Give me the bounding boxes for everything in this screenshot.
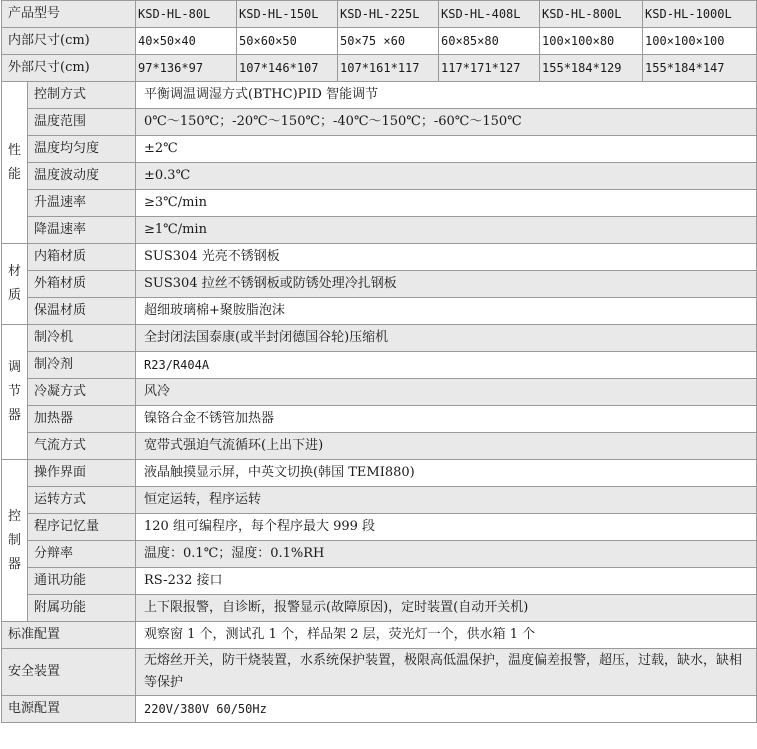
power-row (2, 696, 757, 723)
inner-size-value: 50×75 ×60 (338, 28, 439, 55)
model-header-label: 产品型号 (2, 1, 136, 28)
inner-size-value: 60×85×80 (439, 28, 540, 55)
group-label-material: 材质 (2, 244, 28, 325)
spec-label: 温度均匀度 (28, 136, 136, 163)
spec-row (2, 568, 757, 595)
inner-size-value: 100×100×80 (540, 28, 643, 55)
spec-label: 气流方式 (28, 433, 136, 460)
spec-label: 内箱材质 (28, 244, 136, 271)
inner-size-value: 100×100×100 (643, 28, 757, 55)
spec-label: 程序记忆量 (28, 514, 136, 541)
spec-value: ±2℃ (136, 136, 757, 163)
model-name: KSD-HL-225L (338, 1, 439, 28)
spec-table (1, 0, 757, 723)
outer-size-value: 107*146*107 (237, 55, 338, 82)
spec-row (2, 298, 757, 325)
inner-size-value: 50×60×50 (237, 28, 338, 55)
spec-label: 温度范围 (28, 109, 136, 136)
model-name: KSD-HL-150L (237, 1, 338, 28)
group-label-performance: 性能 (2, 82, 28, 244)
spec-value: 120 组可编程序，每个程序最大 999 段 (136, 514, 757, 541)
spec-value: SUS304 拉丝不锈钢板或防锈处理冷扎钢板 (136, 271, 757, 298)
spec-value: 镍铬合金不锈管加热器 (136, 406, 757, 433)
spec-value: 超细玻璃棉+聚胺脂泡沫 (136, 298, 757, 325)
model-name: KSD-HL-800L (540, 1, 643, 28)
standard-config-value: 观察窗 1 个，测试孔 1 个，样品架 2 层，荧光灯一个，供水箱 1 个 (136, 622, 757, 649)
spec-label: 制冷剂 (28, 352, 136, 379)
spec-row (2, 460, 757, 487)
outer-size-value: 117*171*127 (439, 55, 540, 82)
spec-row (2, 136, 757, 163)
spec-value: 液晶触摸显示屏，中英文切换(韩国 TEMI880) (136, 460, 757, 487)
spec-row (2, 433, 757, 460)
spec-value: 温度：0.1℃；湿度：0.1%RH (136, 541, 757, 568)
spec-label: 操作界面 (28, 460, 136, 487)
spec-value: ≥1℃/min (136, 217, 757, 244)
spec-label: 保温材质 (28, 298, 136, 325)
spec-label: 运转方式 (28, 487, 136, 514)
outer-size-label: 外部尺寸(cm) (2, 55, 136, 82)
inner-size-value: 40×50×40 (136, 28, 237, 55)
spec-label: 制冷机 (28, 325, 136, 352)
spec-label: 外箱材质 (28, 271, 136, 298)
group-label-regulator: 调节器 (2, 325, 28, 460)
spec-row (2, 190, 757, 217)
spec-row (2, 109, 757, 136)
spec-value: 宽带式强迫气流循环(上出下进) (136, 433, 757, 460)
spec-value: ±0.3℃ (136, 163, 757, 190)
spec-value: 0℃～150℃；-20℃～150℃；-40℃～150℃；-60℃～150℃ (136, 109, 757, 136)
spec-row (2, 325, 757, 352)
spec-value: 上下限报警，自诊断，报警显示(故障原因)，定时装置(自动开关机) (136, 595, 757, 622)
spec-row (2, 352, 757, 379)
spec-value: 风冷 (136, 379, 757, 406)
safety-row (2, 649, 757, 696)
spec-value: 恒定运转，程序运转 (136, 487, 757, 514)
safety-value: 无熔丝开关，防干烧装置，水系统保护装置，极限高低温保护，温度偏差报警，超压，过载，缺水，缺相等保护 (136, 649, 757, 696)
spec-row (2, 379, 757, 406)
model-name: KSD-HL-408L (439, 1, 540, 28)
spec-label: 控制方式 (28, 82, 136, 109)
spec-row (2, 271, 757, 298)
spec-label: 通讯功能 (28, 568, 136, 595)
group-label-controller: 控制器 (2, 460, 28, 622)
spec-label: 升温速率 (28, 190, 136, 217)
spec-row (2, 244, 757, 271)
standard-config-label: 标准配置 (2, 622, 136, 649)
spec-label: 加热器 (28, 406, 136, 433)
outer-size-value: 155*184*129 (540, 55, 643, 82)
spec-value: SUS304 光亮不锈钢板 (136, 244, 757, 271)
spec-row (2, 487, 757, 514)
spec-value: 全封闭法国泰康(或半封闭德国谷轮)压缩机 (136, 325, 757, 352)
spec-label: 附属功能 (28, 595, 136, 622)
spec-row (2, 541, 757, 568)
outer-size-row (2, 55, 757, 82)
model-header-row (2, 1, 757, 28)
spec-label: 冷凝方式 (28, 379, 136, 406)
outer-size-value: 97*136*97 (136, 55, 237, 82)
inner-size-label: 内部尺寸(cm) (2, 28, 136, 55)
spec-row (2, 595, 757, 622)
model-name: KSD-HL-80L (136, 1, 237, 28)
spec-value: R23/R404A (136, 352, 757, 379)
spec-row (2, 406, 757, 433)
spec-value: RS-232 接口 (136, 568, 757, 595)
power-label: 电源配置 (2, 696, 136, 723)
spec-row (2, 514, 757, 541)
inner-size-row (2, 28, 757, 55)
outer-size-value: 155*184*147 (643, 55, 757, 82)
power-value: 220V/380V 60/50Hz (136, 696, 757, 723)
spec-value: ≥3℃/min (136, 190, 757, 217)
spec-row (2, 163, 757, 190)
model-name: KSD-HL-1000L (643, 1, 757, 28)
spec-row (2, 217, 757, 244)
standard-config-row (2, 622, 757, 649)
safety-label: 安全装置 (2, 649, 136, 696)
spec-value: 平衡调温调湿方式(BTHC)PID 智能调节 (136, 82, 757, 109)
outer-size-value: 107*161*117 (338, 55, 439, 82)
spec-label: 温度波动度 (28, 163, 136, 190)
spec-label: 降温速率 (28, 217, 136, 244)
spec-label: 分辩率 (28, 541, 136, 568)
spec-row (2, 82, 757, 109)
